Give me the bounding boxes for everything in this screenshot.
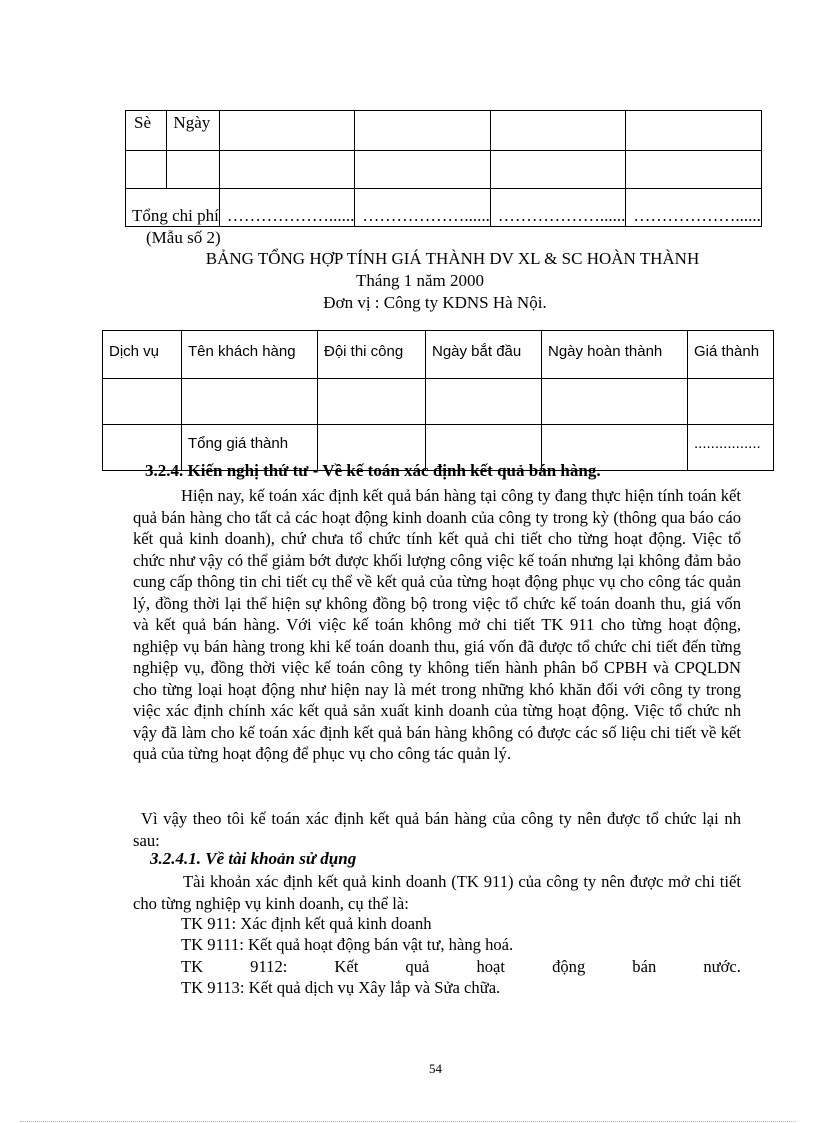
account-word: Kết — [334, 957, 359, 976]
table-cell — [426, 379, 542, 425]
cost-table — [125, 110, 762, 227]
total-cost-value: ………………...... — [355, 189, 491, 227]
table-cell — [103, 379, 182, 425]
paragraph: Hiện nay, kế toán xác định kết quả bán hàng tại công ty đang thực hiện tính toán kết quả bán hàng cho tất cả các hoạt động kinh doanh của công ty trong kỳ (thông qua báo cáo kết quả kinh doanh), chứ chưa tổ chức tính kết quả chi tiết cho từng hoạt động. Việc tổ chức như vậy có thể giảm bớt được khối lượng công việc kế toán nhưng lại không đảm bảo cung cấp thông tin chi tiết cụ thể về kết quả của từng hoạt động phục vụ cho công tác quản lý, đồng thời lại thể hiện sự không đồng bộ trong việc tổ chức kế toán doanh thu, giá vốn và kết quả bán hàng. Với việc kế toán không mở chi tiết TK 911 cho từng hoạt động, nghiệp vụ bán hàng trong khi kế toán doanh thu, giá vốn đã được tổ chức chi tiết đến từng nghiệp vụ, đồng thời việc kế toán công ty không tiến hành phân bổ CPBH và CPQLDN cho từng loại hoạt động như hiện nay là mét trong những khó khăn đối với công ty trong việc xác định chính xác kết quả sản xuất kinh doanh của từng hoạt động. Việc tổ chức nh vậy đã làm cho kế toán xác định kết quả bán hàng không có được các số liệu chi tiết về kết quả của từng hoạt động để phục vụ cho công tác quản lý. — [133, 486, 741, 763]
account-word: quả — [405, 957, 430, 976]
account-line: TK 9111: Kết quả hoạt động bán vật tư, hàng hoá. — [181, 935, 514, 954]
total-cost-value: ………………...... — [219, 189, 355, 227]
table-row — [103, 379, 774, 425]
account-word: TK — [181, 957, 204, 976]
paragraph: Tài khoản xác định kết quả kinh doanh (TK 911) của công ty nên được mở chi tiết cho từng nghiệp vụ kinh doanh, cụ thể là: — [133, 872, 741, 913]
table-header-cell: Đội thi công — [318, 331, 426, 379]
table-cell — [626, 111, 762, 151]
table-cell — [355, 151, 491, 189]
table-cell — [490, 151, 626, 189]
table-header-cell: Ngày hoàn thành — [542, 331, 688, 379]
account-word: động — [552, 957, 586, 976]
account-line: TK 911: Xác định kết quả kinh doanh — [181, 914, 432, 933]
table-row — [103, 331, 774, 379]
table-cell — [167, 151, 219, 189]
paragraph: Vì vậy theo tôi kế toán xác định kết quả bán hàng của công ty nên được tổ chức lại nh sau: — [133, 809, 741, 850]
total-price-value: ................ — [688, 425, 774, 471]
account-word: nước. — [703, 957, 741, 976]
section-heading: 3.2.4. Kiến nghị thứ tư - Về kế toán xác định kết quả bán hàng. — [145, 461, 601, 480]
page-number: 54 — [429, 1061, 442, 1076]
account-line: TK 9113: Kết quả dịch vụ Xây lắp và Sửa chữa. — [181, 978, 501, 997]
total-price-label: Tổng giá thành — [182, 425, 318, 471]
account-word: 9112: — [250, 957, 288, 976]
form-caption: (Mẫu số 2) — [146, 228, 221, 247]
table-header-cell: Dịch vụ — [103, 331, 182, 379]
page-title: BẢNG TỔNG HỢP TÍNH GIÁ THÀNH DV XL & SC HOÀN THÀNH — [205, 249, 700, 268]
table-cell: Ngày — [167, 111, 219, 151]
table-cell — [219, 151, 355, 189]
table-cell — [318, 379, 426, 425]
page-subtitle: Tháng 1 năm 2000 — [356, 271, 484, 290]
table-cell — [626, 151, 762, 189]
total-cost-value: ………………...... — [626, 189, 762, 227]
table-cell — [688, 379, 774, 425]
table-header-cell: Ngày bắt đầu — [426, 331, 542, 379]
table-row — [126, 151, 762, 189]
table-row — [126, 189, 762, 227]
table-cell — [219, 111, 355, 151]
table-header-cell: Giá thành — [688, 331, 774, 379]
subsection-heading: 3.2.4.1. Về tài khoản sử dụng — [150, 849, 357, 868]
table-row — [126, 111, 762, 151]
table-cell — [126, 151, 167, 189]
account-word: hoạt — [476, 957, 506, 976]
total-cost-value: ………………...... — [490, 189, 626, 227]
table-cell — [355, 111, 491, 151]
table-cell — [542, 379, 688, 425]
table-cell: Sè — [126, 111, 167, 151]
table-cell — [490, 111, 626, 151]
price-summary-table — [102, 330, 774, 471]
table-header-cell: Tên khách hàng — [182, 331, 318, 379]
account-line — [181, 957, 741, 977]
account-word: bán — [632, 957, 657, 976]
total-cost-label: Tổng chi phí — [126, 189, 220, 227]
unit-line: Đơn vị : Công ty KDNS Hà Nội. — [323, 293, 547, 312]
table-cell — [182, 379, 318, 425]
page-separator — [20, 1121, 796, 1122]
